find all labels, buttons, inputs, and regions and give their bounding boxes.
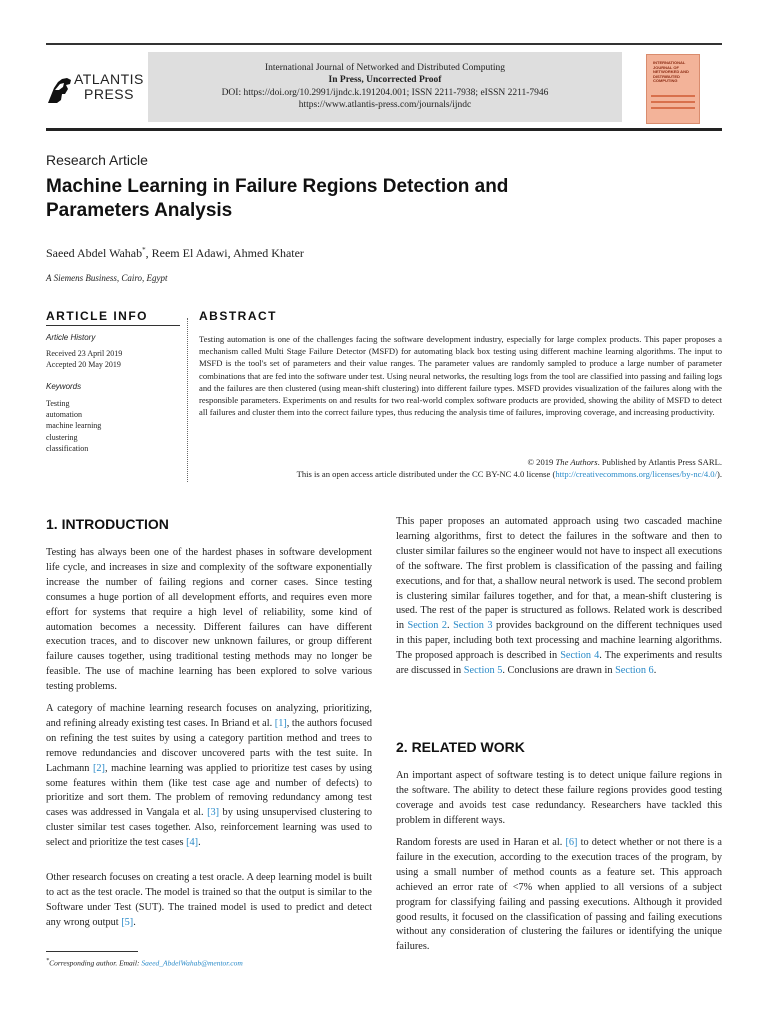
section-heading-related-work: 2. RELATED WORK: [396, 739, 525, 755]
corresponding-author-footnote: [46, 957, 243, 968]
related-paragraph-2: [396, 836, 722, 955]
section-link[interactable]: Section 3: [453, 620, 493, 632]
footnote-mark: *: [46, 957, 50, 964]
history-label: Article History: [46, 333, 96, 342]
text-run: Other research focuses on creating a test oracle. A deep learning model is built to act as the test oracle. The model is trained so that the output is similar to the Software under Test (SUT). The trained model is used to predict and detect any wrong output: [46, 872, 372, 928]
section-link[interactable]: Section 6: [615, 665, 654, 677]
article-info-rule: [46, 325, 180, 326]
author-list: [46, 246, 304, 261]
header-bottom-rule: [46, 128, 722, 131]
header-top-rule: [46, 43, 722, 45]
text-run: A category of machine learning research focuses on analyzing, prioritizing, and refining already existing test cases. In Briand et al.: [46, 703, 372, 729]
accepted-date: Accepted 20 May 2019: [46, 360, 121, 369]
journal-header-box: [148, 52, 622, 122]
license-suffix: ).: [716, 469, 722, 480]
copyright-authors: The Authors: [555, 457, 598, 467]
text-run: .: [198, 837, 201, 849]
abstract-heading: ABSTRACT: [199, 309, 277, 323]
section-heading-introduction: 1. INTRODUCTION: [46, 516, 169, 532]
cover-decoration: [651, 101, 695, 103]
copyright-prefix: © 2019: [527, 457, 556, 467]
cover-decoration: [651, 107, 695, 109]
citation-link[interactable]: [2]: [92, 762, 105, 774]
section-link[interactable]: Section 5: [463, 665, 503, 677]
text-run: Random forests are used in Haran et al.: [396, 837, 566, 848]
text-run: This paper proposes an automated approach using two cascaded machine learning algorithms, first to detect the failures in the software and then to cluster similar failures so the engineer would not have to inspect all executions of the software. The first problem is classification of the passing and failing executions, and for that, a shallow neural network is used. The second problem is clustering similar failures together, and for that, a mean-shift clustering is used. The rest of the paper is structured as follows. Related work is described in: [396, 516, 722, 632]
copyright-suffix: . Published by Atlantis Press SARL.: [597, 457, 722, 467]
keyword: Testing: [46, 399, 70, 408]
keywords-label: Keywords: [46, 382, 82, 391]
journal-cover-thumbnail: [646, 54, 700, 124]
intro-paragraph-2: [46, 702, 372, 851]
footnote-rule: [46, 951, 138, 952]
author-names: , Reem El Adawi, Ahmed Khater: [145, 246, 304, 260]
author-name: Saeed Abdel Wahab: [46, 246, 143, 260]
related-paragraph-1: An important aspect of software testing is to detect unique failure regions in the software. The ability to detect these failure regions provides good testing coverage and avoids test case redundancy. Researchers have tackled this problem in different ways.: [396, 770, 722, 826]
license-prefix: This is an open access article distributed under the CC BY-NC 4.0 license (: [296, 469, 556, 480]
affiliation: A Siemens Business, Cairo, Egypt: [46, 273, 168, 283]
corresponding-mark: *: [142, 246, 146, 254]
text-run: .: [133, 916, 136, 928]
cover-title: INTERNATIONAL JOURNAL OF NETWORKED AND DISTRIBUTED COMPUTING: [653, 60, 689, 84]
citation-link[interactable]: [6]: [565, 837, 578, 848]
column-divider: [187, 318, 188, 482]
article-info-heading: ARTICLE INFO: [46, 309, 148, 323]
keyword: automation: [46, 410, 82, 419]
citation-link[interactable]: [5]: [121, 916, 134, 928]
footnote-label: Corresponding author. Email:: [49, 958, 142, 968]
citation-link[interactable]: [3]: [207, 807, 220, 819]
section-link[interactable]: Section 4: [560, 650, 600, 662]
logo-line-1: ATLANTIS: [74, 71, 144, 87]
publisher-logo-text: [74, 72, 144, 102]
text-run: to detect whether or not there is a failure in the execution, according to the execution traces of the program, by using a small number of method counts as a feature set. This approach achieved an error rate of <7% when applied to all versions of a subject program for classifying failing and passing executions. Although it provided good results, it focused on the classification of passing and failing executions without any consideration of clustering the failures or identifying the unique failures.: [396, 837, 722, 953]
text-run: , the authors focused on refining the test suites by using a category partition method and trees to remove redundancies and discover uncovered parts with the test suite. In Lachmann: [46, 717, 372, 774]
intro-paragraph-3: [46, 871, 372, 931]
cover-decoration: [651, 95, 695, 97]
journal-url[interactable]: https://www.atlantis-press.com/journals/ijndc: [298, 100, 472, 111]
text-run: provides background on the different techniques used in this paper, including both text processing and machine learning algorithms. The proposed approach is described in: [396, 620, 723, 662]
abstract-text: Testing automation is one of the challenges facing the software development industry, especially for large complex products. This paper proposes a mechanism called Multi Stage Failure Detector (MSFD) for automating black box testing using different machine learning algorithms. The input to MSFD is the tool's set of parameters and their value ranges. The parameter values are randomly sampled to produce a large number of parameter combinations that are fed into the software under test. Using neural networks, the resulting logs from the tool are classified into passing and failing logs and the failures are then clustered (using mean-shift clustering) into different failure types. MSFD provides visualization of the failures along with the responsible parameters. Experiments on and results for two real-world complex software products are provided, showing the ability of MSFD to detect all failures and cluster them into the correct failure types, thus reducing the analysis time of failures, improving coverage, and increasing productivity.: [199, 334, 722, 418]
article-type: Research Article: [46, 152, 148, 168]
proof-status: In Press, Uncorrected Proof: [328, 75, 442, 86]
keyword: machine learning: [46, 421, 102, 430]
text-run: , machine learning was applied to prioritize test cases by using some features within them (like test case age and number of defects) to prioritize and sort them. The problem of removing redundancy among test cases was addressed in Vangala et al.: [46, 762, 372, 819]
received-date: Received 23 April 2019: [46, 349, 123, 358]
text-run: . Conclusions are drawn in: [502, 665, 616, 677]
keyword: classification: [46, 444, 89, 453]
intro-paragraph-4: [396, 515, 722, 679]
text-run: .: [653, 665, 657, 677]
text-run: . The experiments and results are discussed in: [396, 650, 722, 677]
doi-line: DOI: https://doi.org/10.2991/ijndc.k.191204.001; ISSN 2211-7938; eISSN 2211-7946: [221, 87, 549, 98]
intro-paragraph-1: Testing has always been one of the hardest phases in software development life cycle, and increases in size and complexity of the software exponentially increase the number of failing regions and corner cases. Since testing consumes a huge portion of all development efforts, and requires even more effort for systems that require a high level of reliability, some kind of automation becomes a necessity. Different failures can have different execution traces, and to discover new unknown failures, or group different failure causes together, using traditional testing methods may no longer be feasible. The use of machine learning has been explored to solve various testing problems.: [46, 547, 372, 693]
copyright-notice: [199, 456, 722, 481]
author-email-link[interactable]: Saeed_AbdelWahab@mentor.com: [141, 958, 243, 968]
article-title: Machine Learning in Failure Regions Detection and Parameters Analysis: [46, 176, 509, 221]
text-run: .: [447, 620, 454, 632]
citation-link[interactable]: [4]: [186, 837, 199, 849]
journal-name: International Journal of Networked and Distributed Computing: [264, 63, 506, 73]
license-link[interactable]: http://creativecommons.org/licenses/by-nc/4.0/: [555, 469, 717, 480]
citation-link[interactable]: [1]: [274, 717, 287, 729]
keyword: clustering: [46, 433, 78, 442]
text-run: by using unsupervised clustering to cluster similar test cases together. Also, reinforcement learning was used to select and prioritize the test cases: [46, 807, 372, 849]
section-link[interactable]: Section 2: [407, 620, 447, 632]
logo-line-2: PRESS: [84, 86, 134, 102]
